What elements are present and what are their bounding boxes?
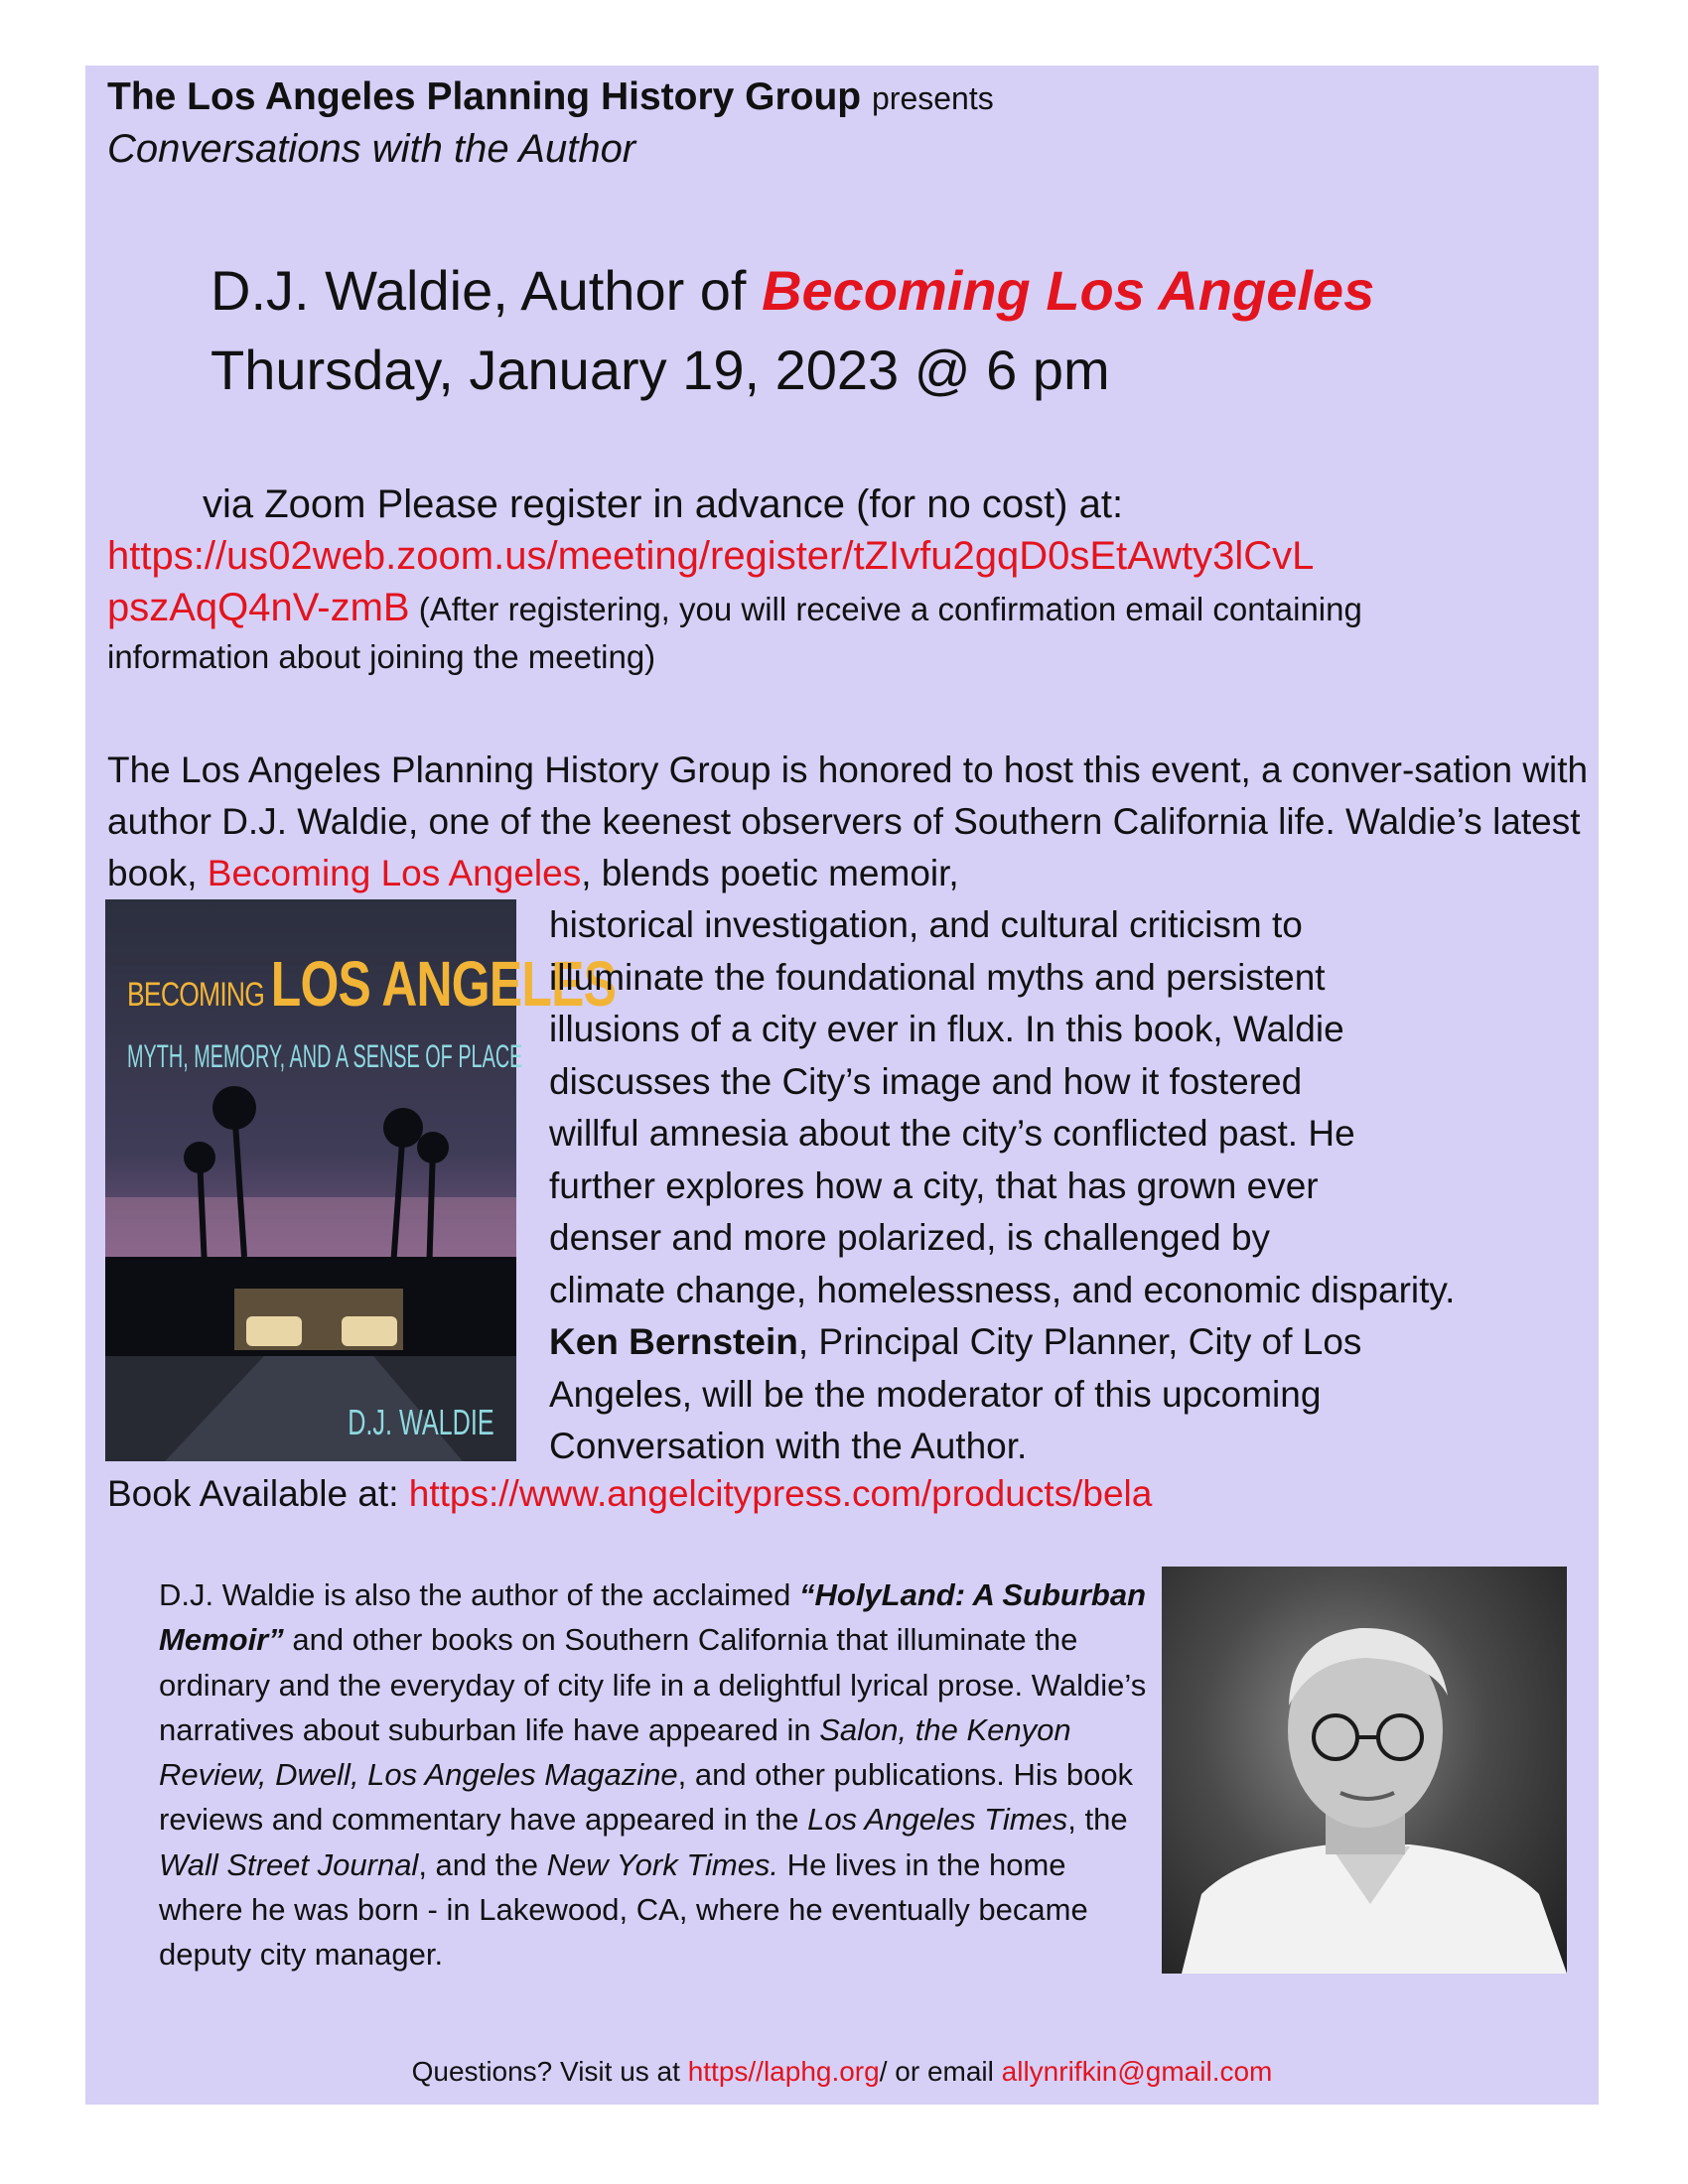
intro-paragraph <box>107 745 1597 899</box>
cover-title-small: BECOMING <box>127 976 271 1014</box>
availability-label: Book Available at: <box>107 1473 409 1514</box>
bio-holyland: “HolyLand: A Suburban Memoir” <box>159 1577 1147 1658</box>
intro-text: The Los Angeles Planning History Group is honored to host this event, a conver-sation with author D.J. Waldie, one of the keenest observers of Southern California life. Waldie’s latest book, <box>107 750 1589 893</box>
book-cover-image <box>105 899 617 1461</box>
footer-lead: Questions? Visit us at <box>411 2056 688 2087</box>
bio-text: , and the <box>418 1846 547 1882</box>
registration-block <box>107 478 1587 679</box>
title-line-1 <box>211 251 1374 331</box>
org-name: The Los Angeles Planning History Group <box>107 75 862 118</box>
series-title: Conversations with the Author <box>107 127 636 171</box>
moderator-line-3: Conversation with the Author. <box>549 1426 1028 1466</box>
registration-link-line-1[interactable]: https://us02web.zoom.us/meeting/register/tZIvfu2gqD0sEtAwty3lCvL <box>107 534 1315 578</box>
title-prefix: D.J. Waldie, Author of <box>211 259 763 322</box>
description-paragraph <box>549 899 1582 1473</box>
event-title <box>211 251 1374 410</box>
cover-author: D.J. WALDIE <box>348 1402 494 1442</box>
flyer-panel <box>85 66 1599 2105</box>
availability-line <box>107 1473 1152 1515</box>
footer-mid: / or email <box>879 2056 1002 2087</box>
intro-text-end: , blends poetic memoir, <box>581 853 959 893</box>
registration-lead: via Zoom Please register in advance (for no cost) at: <box>203 482 1124 526</box>
presents-text: presents <box>871 80 994 116</box>
availability-link[interactable]: https://www.angelcitypress.com/products/bela <box>408 1473 1153 1514</box>
bio-text: He lives in the home where he was born - in Lakewood, CA, where he eventually became deputy city manager. <box>159 1846 1088 1973</box>
author-bio <box>159 1572 1152 1978</box>
bio-text: , the <box>1067 1802 1128 1838</box>
bio-publications: Salon, the Kenyon Review, Dwell, Los Angeles Magazine <box>159 1711 1071 1793</box>
description-line: illuminate the foundational myths and persistent <box>549 956 1326 998</box>
description-line: historical investigation, and cultural criticism to <box>549 904 1303 945</box>
bio-text: D.J. Waldie is also the author of the acclaimed <box>159 1577 799 1612</box>
description-line: further explores how a city, that has grown ever <box>549 1164 1319 1206</box>
bio-text: , and other publications. His book reviews and commentary have appeared in the <box>159 1757 1134 1838</box>
title-book: Becoming Los Angeles <box>762 259 1375 322</box>
description-line: illusions of a city ever in flux. In this book, Waldie <box>549 1009 1344 1049</box>
intro-book-link[interactable]: Becoming Los Angeles <box>207 853 582 893</box>
description-line: discusses the City’s image and how it fostered <box>549 1060 1303 1102</box>
registration-note-2: information about joining the meeting) <box>107 638 656 675</box>
moderator-line-1: , Principal City Planner, City of Los <box>797 1321 1362 1362</box>
cover-subtitle: MYTH, MEMORY, AND A SENSE OF PLACE <box>127 1038 523 1074</box>
bio-la-times: Los Angeles Times <box>807 1802 1068 1838</box>
cover-title-big: LOS ANGELES <box>270 948 617 1020</box>
footer-email-link[interactable]: allynrifkin@gmail.com <box>1001 2056 1273 2087</box>
header-org-line <box>107 75 994 119</box>
description-line: climate change, homelessness, and economic disparity. <box>549 1269 1456 1310</box>
registration-link-line-2[interactable]: pszAqQ4nV-zmB <box>107 586 410 629</box>
description-line: denser and more polarized, is challenged by <box>549 1217 1271 1258</box>
moderator-name: Ken Bernstein <box>549 1321 798 1362</box>
event-date: Thursday, January 19, 2023 @ 6 pm <box>211 339 1110 401</box>
footer <box>85 2056 1599 2088</box>
description-line: willful amnesia about the city’s conflicted past. He <box>549 1113 1355 1154</box>
portrait-art <box>1162 1567 1567 1974</box>
cover-title <box>127 947 616 1021</box>
bio-nyt: New York Times. <box>546 1846 779 1882</box>
footer-site-link[interactable]: https//laphg.org <box>687 2056 880 2087</box>
bio-wsj: Wall Street Journal <box>159 1846 419 1882</box>
bio-text: and other books on Southern California that illuminate the ordinary and the everyday of city life in a delightful lyrical prose. Waldie’s narratives about suburban life have appeared in <box>159 1622 1147 1747</box>
registration-note: (After registering, you will receive a confirmation email containing <box>409 591 1362 627</box>
moderator-line-2: Angeles, will be the moderator of this upcoming <box>549 1373 1322 1415</box>
author-portrait-image <box>1162 1567 1567 1974</box>
